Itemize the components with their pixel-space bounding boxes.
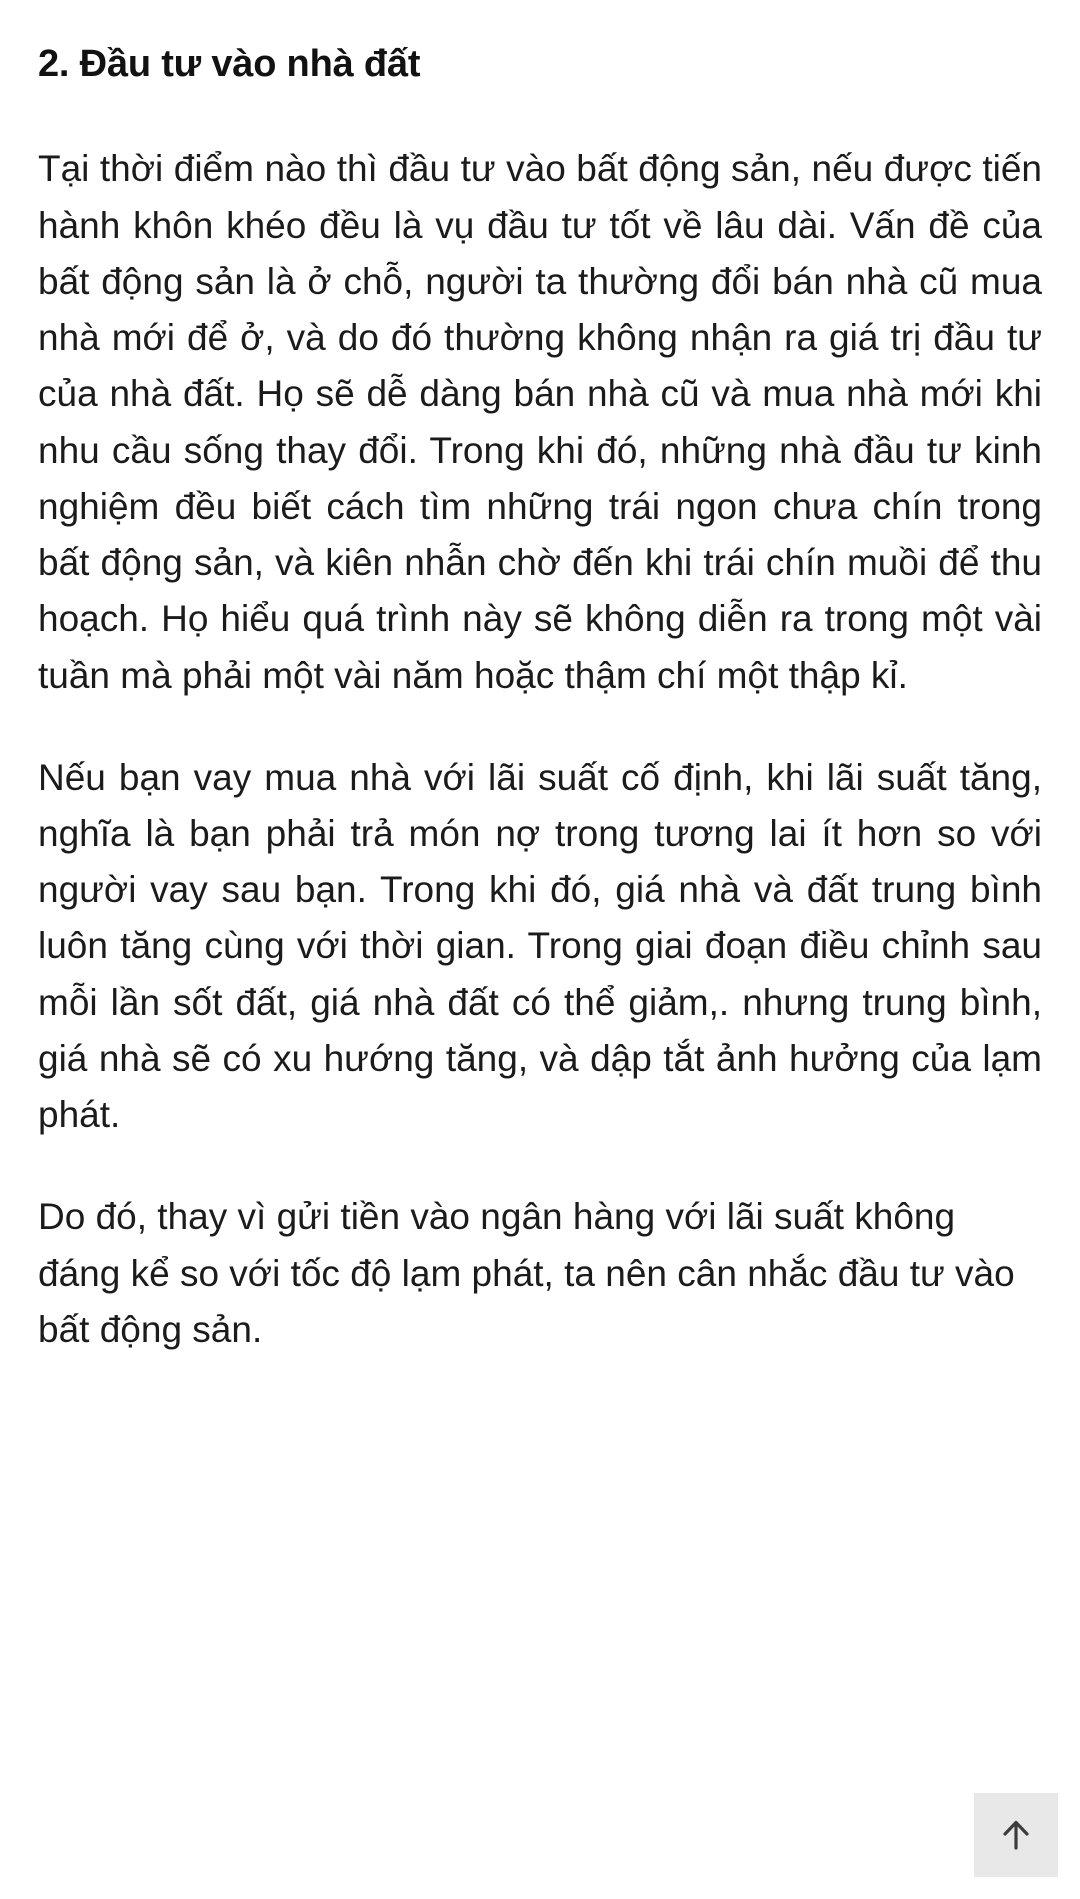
article-paragraph-1: Tại thời điểm nào thì đầu tư vào bất động sản, nếu được tiến hành khôn khéo đều là vụ đầu tư tốt về lâu dài. Vấn đề của bất động sản là ở chỗ, người ta thường đổi bán nhà cũ mua nhà mới để ở, và do đó thường không nhận ra giá trị đầu tư của nhà đất. Họ sẽ dễ dàng bán nhà cũ và mua nhà mới khi nhu cầu sống thay đổi. Trong khi đó, những nhà đầu tư kinh nghiệm đều biết cách tìm những trái ngon chưa chín trong bất động sản, và kiên nhẫn chờ đến khi trái chín muồi để thu hoạch. Họ hiểu quá trình này sẽ không diễn ra trong một vài tuần mà phải một vài năm hoặc thậm chí một thập kỉ. (38, 148, 1042, 696)
scroll-to-top-button[interactable] (974, 1793, 1058, 1877)
arrow-up-icon (994, 1813, 1038, 1857)
page-title: 2. Đầu tư vào nhà đất (38, 43, 421, 85)
article-paragraph-3: Do đó, thay vì gửi tiền vào ngân hàng với lãi suất không đáng kể so với tốc độ lạm phát, ta nên cân nhắc đầu tư vào bất động sản. (38, 1196, 1015, 1350)
article-paragraph-2: Nếu bạn vay mua nhà với lãi suất cố định, khi lãi suất tăng, nghĩa là bạn phải trả món nợ trong tương lai ít hơn so với người vay sau bạn. Trong khi đó, giá nhà và đất trung bình luôn tăng cùng với thời gian. Trong giai đoạn điều chỉnh sau mỗi lần sốt đất, giá nhà đất có thể giảm,. nhưng trung bình, giá nhà sẽ có xu hướng tăng, và dập tắt ảnh hưởng của lạm phát. (38, 756, 1042, 1136)
